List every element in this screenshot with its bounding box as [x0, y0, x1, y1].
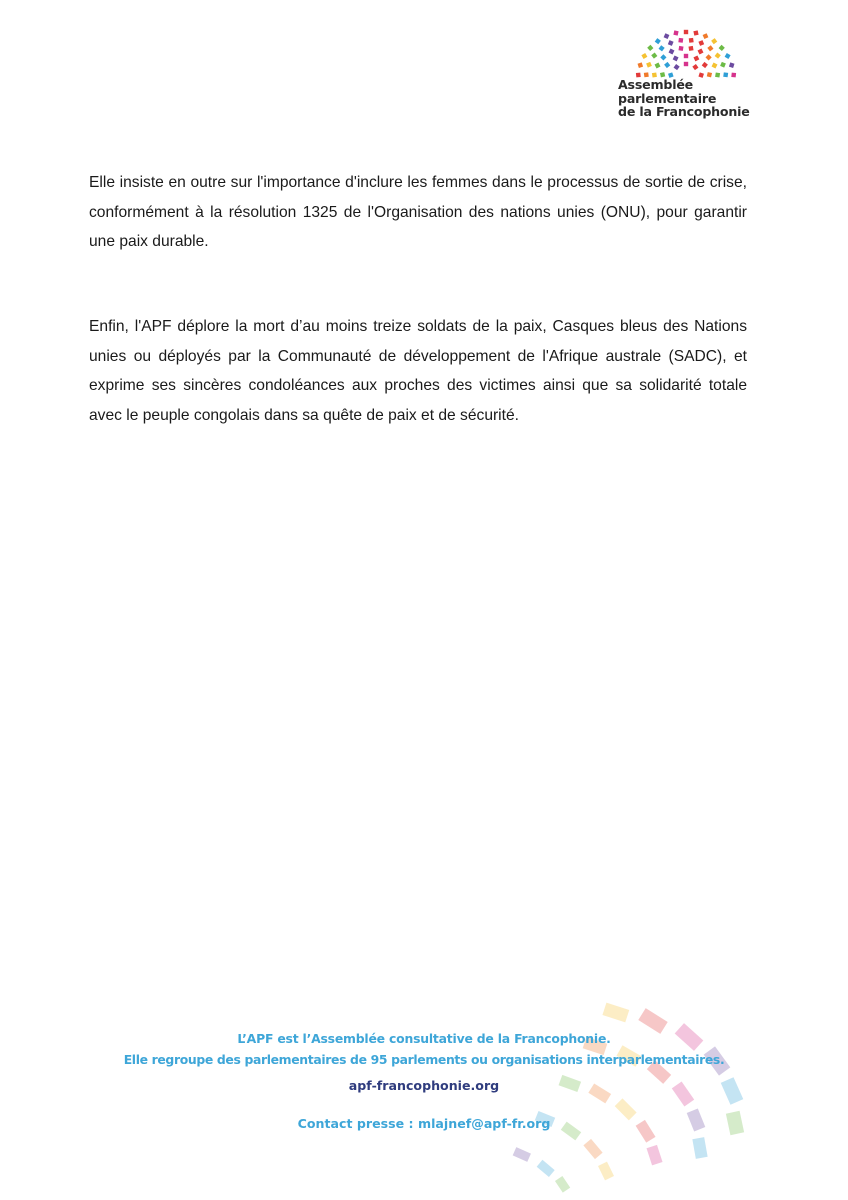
logo-seat-mark	[669, 49, 675, 55]
logo-seat-mark	[705, 54, 711, 60]
logo-seat-mark	[638, 62, 644, 68]
body-paragraph-1: Elle insiste en outre sur l'importance d'inclure les femmes dans le processus de sortie de crise, conformément à la résolution 1325 de l'Organisation des nations unies (ONU), pour garantir une paix durable.	[89, 174, 747, 251]
logo-seat-mark	[684, 62, 688, 66]
logo-line-2: parlementaire	[618, 90, 717, 106]
logo-seat-mark	[693, 55, 699, 61]
logo-seat-mark	[668, 40, 674, 46]
logo-seat-mark	[719, 45, 725, 51]
footer-press-contact[interactable]: Contact presse : mlajnef@apf-fr.org	[297, 1116, 551, 1131]
logo-seat-mark	[660, 54, 666, 60]
logo-arcs-graphic	[612, 26, 760, 82]
logo-seat-mark	[711, 38, 717, 44]
logo-seat-mark	[673, 30, 678, 35]
logo-seat-mark	[647, 45, 653, 51]
footer-description-line-1: L’APF est l’Assemblée consultative de la Francophonie.	[237, 1031, 611, 1046]
logo-seat-mark	[655, 38, 661, 44]
logo-seat-mark	[712, 63, 718, 69]
logo-seat-mark	[698, 49, 704, 55]
logo-seat-mark	[702, 62, 708, 68]
logo-seat-mark	[641, 53, 647, 59]
logo-seat-mark	[698, 40, 704, 46]
logo-seat-mark	[673, 55, 679, 61]
logo-line-3: de la Francophonie	[618, 104, 750, 119]
logo-seat-mark	[655, 63, 661, 69]
logo-seat-mark	[731, 73, 736, 78]
logo-seat-mark	[729, 62, 735, 68]
logo-seat-mark	[646, 62, 652, 68]
logo-seat-mark	[723, 72, 728, 77]
logo-wordmark	[618, 78, 750, 119]
logo-seat-mark	[688, 46, 693, 51]
logo-seat-mark	[664, 33, 670, 39]
logo-seat-mark	[692, 64, 698, 70]
footer-description-line-2: Elle regroupe des parlementaires de 95 parlements ou organisations interparlementaires.	[123, 1052, 725, 1067]
logo-seat-mark	[703, 33, 709, 39]
logo-seat-mark	[715, 72, 720, 77]
footer-decoration-graphic	[0, 1000, 848, 1200]
logo-seat-mark	[707, 72, 712, 77]
logo-seat-mark	[725, 53, 731, 59]
logo-seat-mark	[689, 38, 694, 43]
apf-logo	[612, 26, 760, 126]
logo-seat-mark	[693, 30, 698, 35]
logo-seat-mark	[664, 62, 670, 68]
logo-seat-mark	[720, 62, 726, 68]
logo-seat-mark	[651, 53, 657, 59]
body-paragraph-2: Enfin, l'APF déplore la mort d’au moins treize soldats de la paix, Casques bleus des Nations unies ou déployés par la Communauté de développement de l'Afrique australe (SADC), et exprime ses sincères condoléances aux proches des victimes ainsi que sa solidarité totale avec le peuple congolais dans sa quête de paix et de sécurité.	[89, 318, 747, 425]
logo-seat-mark	[659, 45, 665, 51]
logo-seat-mark	[707, 45, 713, 51]
logo-seat-mark	[715, 53, 721, 59]
page-footer	[0, 1000, 848, 1200]
logo-seat-mark	[674, 64, 680, 70]
logo-line-1: Assemblée	[618, 77, 694, 92]
logo-seat-mark	[678, 46, 683, 51]
logo-seat-mark	[678, 38, 683, 43]
footer-website-link[interactable]: apf-francophonie.org	[348, 1078, 500, 1093]
logo-seat-mark	[684, 30, 688, 34]
logo-seat-mark	[684, 54, 688, 58]
